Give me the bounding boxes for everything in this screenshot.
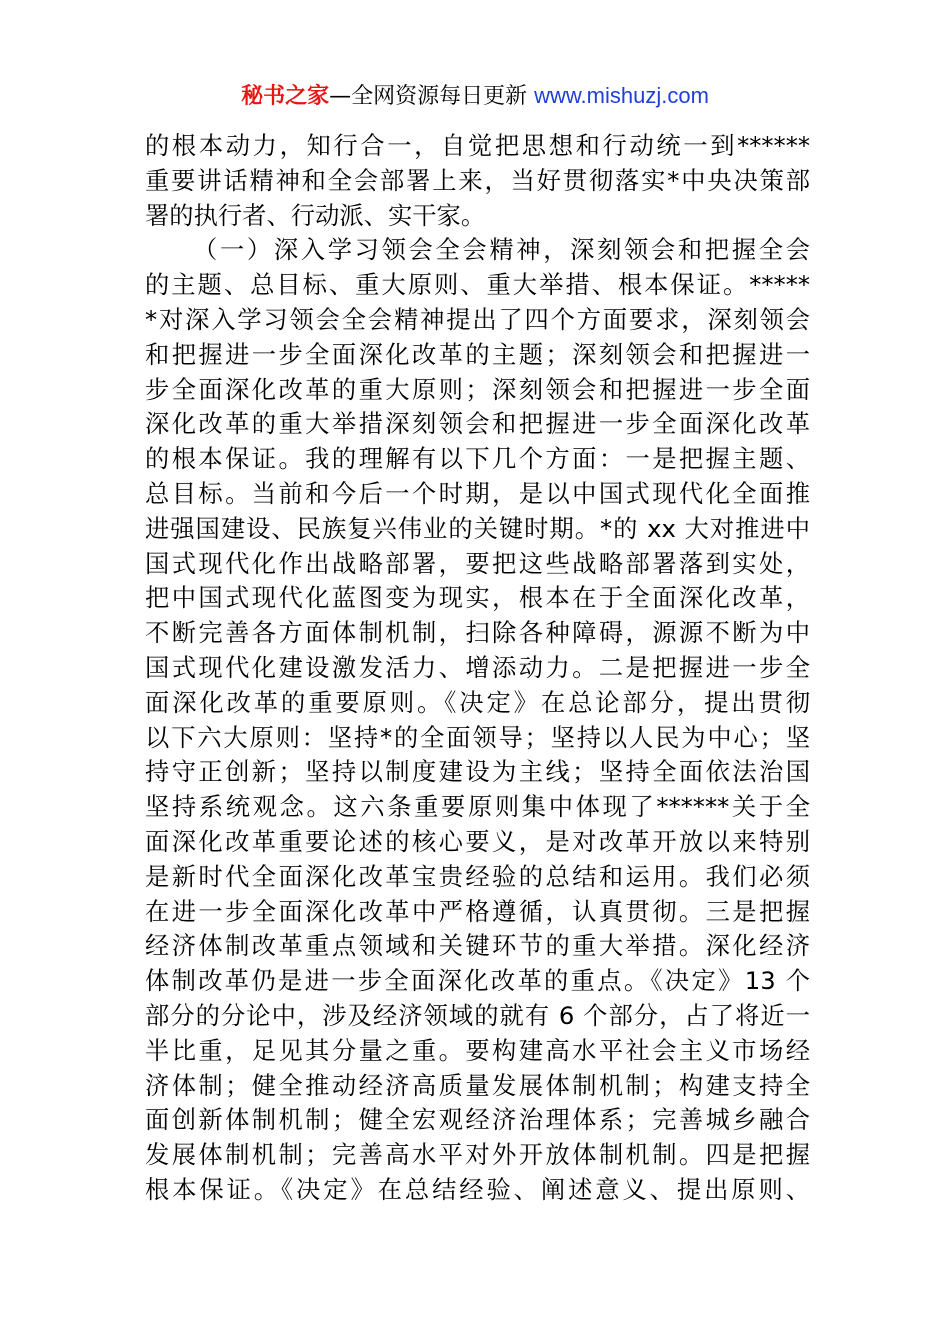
text-line: 的根本保证。我的理解有以下几个方面：一是把握主题、 [145, 444, 810, 474]
text-line: 重要讲话精神和全会部署上来，当好贯彻落实*中央决策部 [145, 165, 810, 195]
text-line: 不断完善各方面体制机制，扫除各种障碍，源源不断为中 [145, 618, 810, 648]
text-line: 的主题、总目标、重大原则、重大举措、根本保证。***** [145, 270, 810, 300]
text-line: 面创新体制机制；健全宏观经济治理体系；完善城乡融合 [145, 1105, 810, 1135]
text-line: 发展体制机制；完善高水平对外开放体制机制。四是把握 [145, 1140, 810, 1170]
site-url-link[interactable]: www.mishuzj.com [534, 83, 709, 108]
text-line: 持守正创新；坚持以制度建设为主线；坚持全面依法治国 [145, 757, 810, 787]
text-line: 半比重，足见其分量之重。要构建高水平社会主义市场经 [145, 1035, 810, 1065]
text-line: 把中国式现代化蓝图变为现实，根本在于全面深化改革， [145, 583, 810, 613]
text-line: 坚持系统观念。这六条重要原则集中体现了******关于全 [145, 792, 810, 822]
text-line: 面深化改革的重要原则。《决定》在总论部分，提出贯彻 [145, 687, 810, 717]
text-line: 署的执行者、行动派、实干家。 [145, 200, 486, 230]
text-line: 体制改革仍是进一步全面深化改革的重点。《决定》13 个 [145, 966, 810, 996]
text-line: 在进一步全面深化改革中严格遵循，认真贯彻。三是把握 [145, 896, 810, 926]
document-body [145, 129, 810, 1208]
text-line: 经济体制改革重点领域和关键环节的重大举措。深化经济 [145, 931, 810, 961]
text-line: 国式现代化作出战略部署，要把这些战略部署落到实处， [145, 548, 810, 578]
text-line: 步全面深化改革的重大原则；深刻领会和把握进一步全面 [145, 374, 810, 404]
text-line: 是新时代全面深化改革宝贵经验的总结和运用。我们必须 [145, 861, 810, 891]
text-line: 的根本动力，知行合一，自觉把思想和行动统一到****** [145, 131, 810, 160]
text-line: *对深入学习领会全会精神提出了四个方面要求，深刻领会 [145, 304, 810, 334]
text-line: 济体制；健全推动经济高质量发展体制机制；构建支持全 [145, 1070, 810, 1100]
header-tagline: —全网资源每日更新 [329, 84, 535, 109]
text-line: 深化改革的重大举措深刻领会和把握进一步全面深化改革 [145, 409, 810, 439]
text-line: 以下六大原则：坚持*的全面领导；坚持以人民为中心；坚 [145, 722, 810, 752]
text-line: 进强国建设、民族复兴伟业的关键时期。*的 xx 大对推进中 [145, 513, 810, 543]
text-line: 国式现代化建设激发活力、增添动力。二是把握进一步全 [145, 652, 810, 682]
text-line: 部分的分论中，涉及经济领域的就有 6 个部分，占了将近一 [145, 1000, 810, 1030]
text-line: 和把握进一步全面深化改革的主题；深刻领会和把握进一 [145, 339, 810, 369]
brand-name: 秘书之家 [241, 84, 330, 109]
text-line: 面深化改革重要论述的核心要义，是对改革开放以来特别 [145, 826, 810, 856]
text-line: 根本保证。《决定》在总结经验、阐述意义、提出原则、 [145, 1174, 810, 1204]
text-line: （一）深入学习领会全会精神，深刻领会和把握全会 [193, 235, 810, 265]
site-header [0, 80, 950, 113]
text-line: 总目标。当前和今后一个时期，是以中国式现代化全面推 [145, 478, 810, 508]
